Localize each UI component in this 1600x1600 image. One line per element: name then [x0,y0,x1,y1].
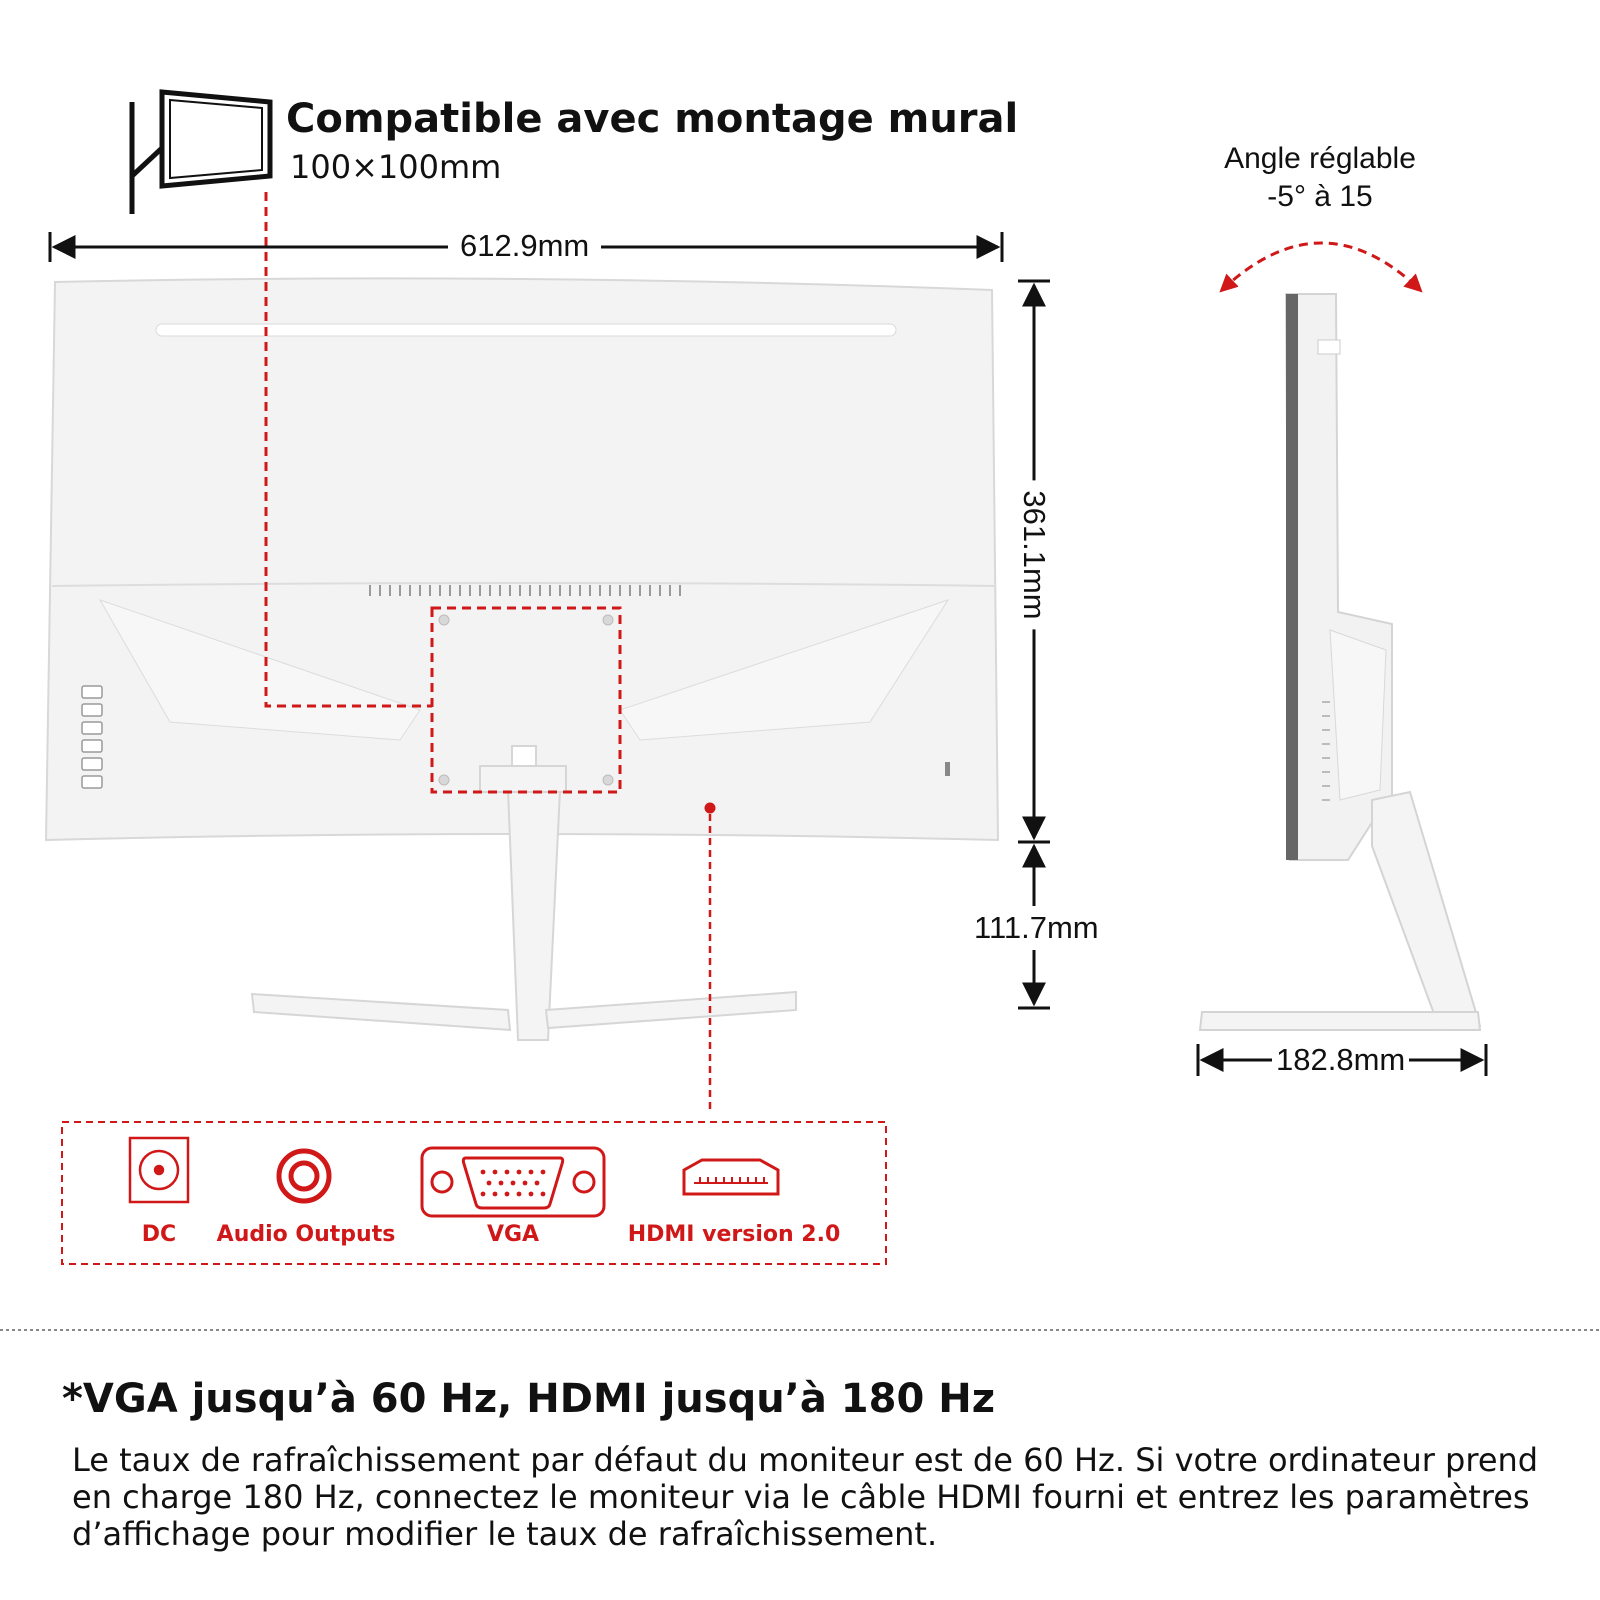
tilt-angle-text [1210,140,1430,216]
tilt-angle-title: Angle réglable [1224,142,1416,175]
port-label-audio: Audio Outputs [216,1222,396,1247]
refresh-rate-note: Le taux de rafraîchissement par défaut du moniteur est de 60 Hz. Si votre ordinateur prend en charge 180 Hz, connectez le moniteur via le câble HDMI fourni et entrez les paramètres d’affichage pour modifier le taux de rafraîchissement. [72,1441,1539,1553]
kensington-slot [945,762,950,776]
tilt-angle-arrow [1222,243,1420,290]
dc-power-icon [130,1138,188,1202]
vesa-size: 100×100mm [290,148,502,186]
refresh-rate-title: *VGA jusqu’à 60 Hz, HDMI jusqu’à 180 Hz [62,1376,995,1422]
vga-port-icon [422,1148,604,1216]
wall-mount-icon [132,92,270,214]
port-label-dc: DC [141,1222,177,1247]
width-label: 612.9mm [448,228,601,264]
height-label: 361.1mm [1016,480,1052,629]
depth-label: 182.8mm [1272,1042,1409,1078]
wall-mount-title: Compatible avec montage mural [286,96,1019,142]
stand-height-label: 111.7mm [972,906,1101,950]
port-label-hdmi: HDMI version 2.0 [627,1222,841,1247]
tilt-angle-range: -5° à 15 [1267,180,1373,213]
port-label-vga: VGA [486,1222,540,1247]
monitor-side-view [1200,294,1480,1030]
audio-jack-icon [279,1151,329,1201]
hdmi-port-icon [684,1160,778,1194]
